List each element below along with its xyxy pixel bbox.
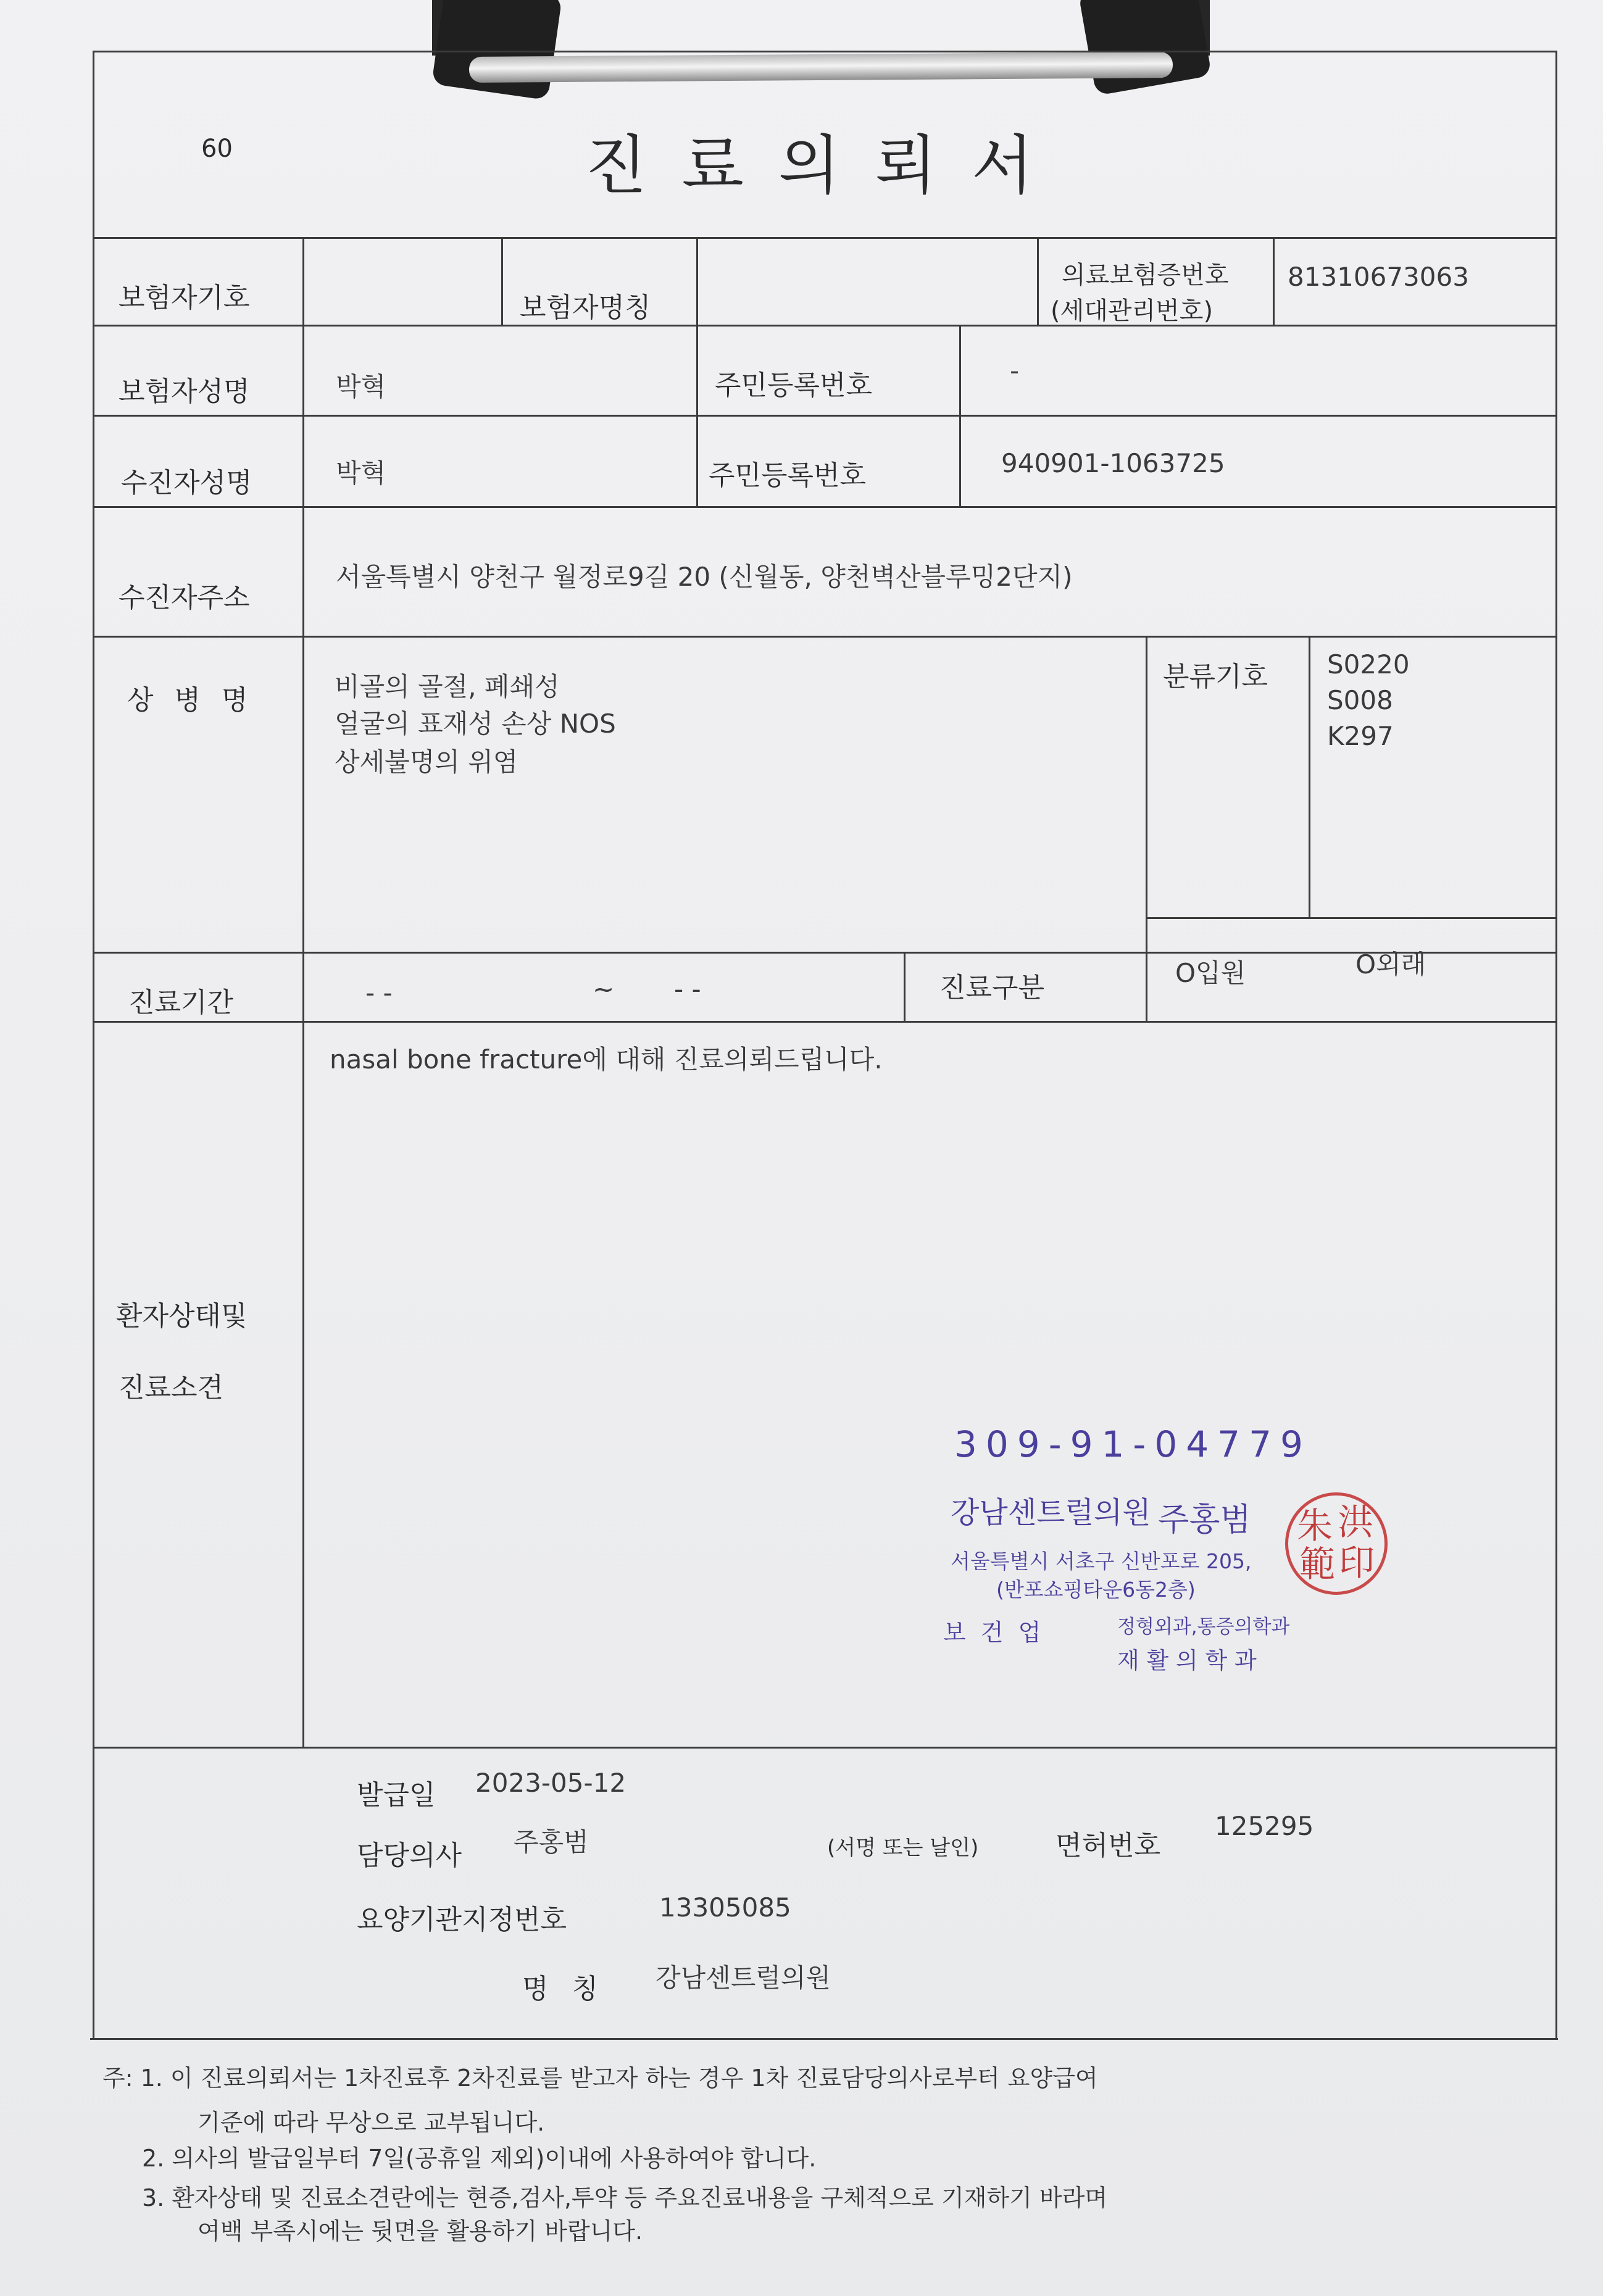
- frame-bottom-line: [90, 2038, 1558, 2040]
- patient-address-value: 서울특별시 양천구 월정로9길 20 (신월동, 양천벽산블루밍2단지): [336, 562, 1073, 592]
- patient-name-value: 박혁: [336, 458, 386, 488]
- period-end: - -: [674, 974, 701, 1004]
- patient-name-label: 수진자성명: [121, 467, 252, 499]
- institution-no-value: 13305085: [659, 1892, 791, 1923]
- insurer-name-label: 보험자명칭: [520, 292, 651, 323]
- insured-name-value: 박혁: [336, 372, 386, 402]
- seal-char-2: 洪: [1338, 1501, 1374, 1543]
- col-line-code: [1146, 636, 1147, 1021]
- col-line-insurance-value: [1273, 237, 1275, 325]
- note-3-line1: 3. 환자상태 및 진료소견란에는 현증,검사,투약 등 주요진료내용을 구체적으로 기재하기 바라며: [142, 2184, 1108, 2211]
- institution-name-value: 강남센트럴의원: [656, 1963, 831, 1993]
- classification-code-1: S0220: [1327, 649, 1410, 680]
- classification-code-label: 분류기호: [1163, 661, 1268, 693]
- row-line-4: [93, 506, 1557, 508]
- stamp-address-line2: (반포쇼핑타운6동2층): [996, 1578, 1196, 1602]
- col-line-code-values: [1309, 636, 1310, 918]
- stamp-department-2: 재 활 의 학 과: [1117, 1647, 1257, 1674]
- frame-left-line: [93, 51, 94, 2039]
- insurance-no-value: 81310673063: [1288, 262, 1469, 292]
- patient-address-label: 수진자주소: [119, 582, 250, 614]
- diagnosis-item-3: 상세불명의 위염: [335, 747, 518, 777]
- seal-char-4: 印: [1339, 1542, 1375, 1584]
- col-line-mid: [696, 237, 698, 506]
- insurer-code-label: 보험자기호: [119, 282, 250, 314]
- treatment-type-label: 진료구분: [939, 972, 1045, 1004]
- stamp-registration-number: 309-91-04779: [954, 1423, 1312, 1465]
- stamp-address-line1: 서울특별시 서초구 신반포로 205,: [951, 1549, 1252, 1573]
- note-1-line1: 주: 1. 이 진료의뢰서는 1차진료후 2차진료를 받고자 하는 경우 1차 진료담당의사로부터 요양급여: [102, 2065, 1098, 2092]
- findings-label-line1: 환자상태및: [116, 1300, 248, 1332]
- row-line-5: [93, 636, 1557, 638]
- inpatient-option[interactable]: O입원: [1175, 958, 1246, 988]
- stamp-insurance-type: 보 건 업: [943, 1619, 1045, 1646]
- signature-hint: (서명 또는 날인): [827, 1836, 979, 1860]
- stamp-clinic-name: 강남센트럴의원: [951, 1495, 1151, 1530]
- row-line-8: [93, 1747, 1557, 1749]
- period-tilde: ~: [593, 974, 615, 1004]
- seal-char-3: 範: [1299, 1543, 1336, 1585]
- diagnosis-item-2: 얼굴의 표재성 손상 NOS: [335, 709, 616, 739]
- note-1-line2: 기준에 따라 무상으로 교부됩니다.: [198, 2109, 545, 2136]
- note-2: 2. 의사의 발급일부터 7일(공휴일 제외)이내에 사용하여야 합니다.: [142, 2145, 817, 2172]
- doctor-label: 담당의사: [357, 1840, 462, 1871]
- institution-no-label: 요양기관지정번호: [357, 1904, 567, 1936]
- insured-name-label: 보험자성명: [119, 376, 250, 407]
- stamp-department-1: 정형외과,통증의학과: [1117, 1616, 1290, 1638]
- col-line-period-type: [904, 952, 906, 1021]
- license-no-value: 125295: [1215, 1811, 1314, 1841]
- doctor-seal-stamp: [1285, 1492, 1388, 1595]
- patient-rrn-label: 주민등록번호: [709, 460, 867, 491]
- row-line-1: [93, 237, 1557, 239]
- insured-rrn-value: -: [1010, 356, 1020, 386]
- col-line-insurer-name: [501, 237, 503, 325]
- institution-name-label: 명 칭: [522, 1973, 606, 2005]
- row-line-6: [93, 952, 1557, 954]
- document-title: 진료의뢰서: [585, 128, 1068, 203]
- household-no-label: (세대관리번호): [1051, 297, 1214, 325]
- insured-rrn-label: 주민등록번호: [715, 370, 873, 401]
- period-label: 진료기간: [128, 987, 234, 1018]
- row-line-2: [93, 325, 1557, 327]
- frame-top-line: [93, 51, 1557, 52]
- issue-date-value: 2023-05-12: [475, 1768, 627, 1798]
- label-column-line: [302, 237, 304, 1748]
- classification-code-3: K297: [1327, 721, 1394, 751]
- note-3-line2: 여백 부족시에는 뒷면을 활용하기 바랍니다.: [198, 2218, 643, 2245]
- seal-char-1: 朱: [1297, 1505, 1333, 1547]
- page-number: 60: [201, 135, 233, 163]
- issue-date-label: 발급일: [357, 1779, 436, 1811]
- code-row-line: [1146, 917, 1557, 919]
- col-line-insurance-no: [1037, 237, 1039, 325]
- period-start: - -: [365, 978, 393, 1008]
- doctor-value: 주홍범: [514, 1827, 589, 1857]
- diagnosis-label: 상 병 명: [127, 684, 254, 716]
- col-line-rrn: [959, 325, 961, 506]
- license-no-label: 면허번호: [1055, 1830, 1161, 1861]
- insurance-no-label: 의료보험증번호: [1062, 261, 1229, 289]
- row-line-3: [93, 415, 1557, 417]
- findings-text: nasal bone fracture에 대해 진료의뢰드립니다.: [330, 1044, 883, 1075]
- patient-rrn-value: 940901-1063725: [1001, 448, 1225, 478]
- diagnosis-item-1: 비골의 골절, 폐쇄성: [335, 672, 560, 702]
- classification-code-2: S008: [1327, 685, 1393, 715]
- frame-right-line: [1555, 51, 1557, 2039]
- outpatient-option[interactable]: O외래: [1355, 949, 1426, 980]
- stamp-doctor-name: 주홍범: [1158, 1502, 1251, 1539]
- row-line-7: [93, 1021, 1557, 1023]
- findings-label-line2: 진료소견: [119, 1372, 224, 1404]
